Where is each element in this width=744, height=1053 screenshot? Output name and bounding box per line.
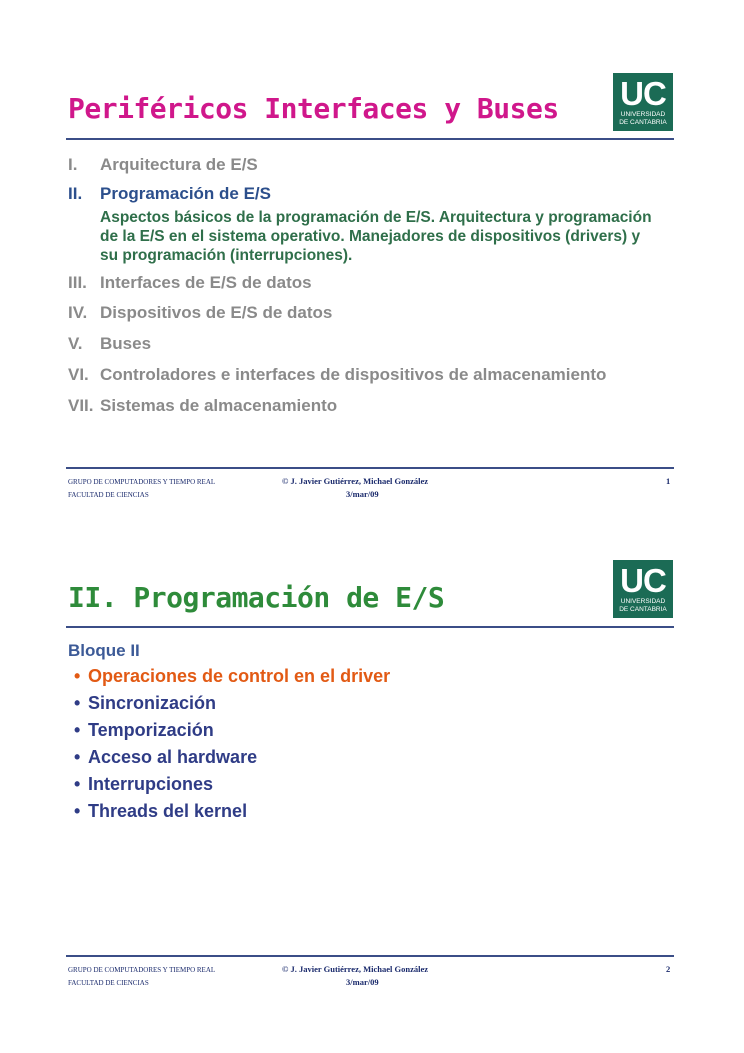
index-label: Programación de E/S bbox=[100, 184, 271, 203]
title-rule bbox=[66, 626, 674, 628]
list-item-label: Threads del kernel bbox=[88, 801, 248, 821]
footer-group: GRUPO DE COMPUTADORES Y TIEMPO REAL bbox=[68, 478, 216, 486]
footer-date: 3/mar/09 bbox=[346, 977, 379, 987]
bullet-icon: • bbox=[74, 693, 81, 713]
index-label: Interfaces de E/S de datos bbox=[100, 273, 312, 292]
footer-author: © J. Javier Gutiérrez, Michael González bbox=[282, 964, 429, 974]
index-number: VII. bbox=[68, 396, 94, 415]
topic-list bbox=[74, 666, 390, 828]
index-number: V. bbox=[68, 334, 83, 353]
list-item-label: Sincronización bbox=[88, 693, 217, 713]
footer-date: 3/mar/09 bbox=[346, 489, 379, 499]
index-number: II. bbox=[68, 184, 83, 203]
footer-page-number: 1 bbox=[666, 476, 671, 486]
index-number: I. bbox=[68, 155, 78, 174]
bullet-icon: • bbox=[74, 666, 81, 686]
list-item-label: Operaciones de control en el driver bbox=[88, 666, 391, 686]
list-item bbox=[74, 774, 390, 801]
logo-line-1: UNIVERSIDAD bbox=[620, 111, 666, 118]
footer-group: GRUPO DE COMPUTADORES Y TIEMPO REAL bbox=[68, 966, 216, 974]
bullet-icon: • bbox=[74, 774, 81, 794]
index-label: Buses bbox=[100, 334, 152, 353]
list-item bbox=[74, 747, 390, 774]
footer-page-number: 2 bbox=[666, 964, 671, 974]
list-item bbox=[74, 666, 390, 693]
bullet-icon: • bbox=[74, 720, 81, 740]
footer-rule bbox=[66, 955, 674, 957]
index-number: III. bbox=[68, 273, 87, 292]
index-label: Dispositivos de E/S de datos bbox=[100, 303, 333, 322]
slide-2 bbox=[0, 548, 744, 1048]
index-number: VI. bbox=[68, 365, 89, 384]
index-label: Controladores e interfaces de dispositivos de almacenamiento bbox=[100, 365, 607, 384]
list-item-label: Interrupciones bbox=[88, 774, 214, 794]
bullet-icon: • bbox=[74, 801, 81, 821]
slide-1 bbox=[0, 60, 744, 560]
footer-faculty: FACULTAD DE CIENCIAS bbox=[68, 491, 149, 499]
list-item bbox=[74, 693, 390, 720]
slide-title: Periféricos Interfaces y Buses bbox=[68, 92, 559, 125]
list-item-label: Acceso al hardware bbox=[88, 747, 258, 767]
title-rule bbox=[66, 138, 674, 140]
slide-title: II. Programación de E/S bbox=[68, 581, 445, 614]
logo-mark: UC bbox=[620, 75, 666, 112]
index-number: IV. bbox=[68, 303, 88, 322]
logo-line-2: DE CANTABRIA bbox=[619, 119, 667, 126]
list-item-label: Temporización bbox=[88, 720, 214, 740]
logo-line-2: DE CANTABRIA bbox=[619, 606, 667, 613]
block-title: Bloque II bbox=[68, 641, 140, 660]
logo-line-1: UNIVERSIDAD bbox=[620, 598, 666, 605]
list-item bbox=[74, 801, 390, 828]
index-label: Sistemas de almacenamiento bbox=[100, 396, 338, 415]
footer-faculty: FACULTAD DE CIENCIAS bbox=[68, 979, 149, 987]
logo-mark: UC bbox=[620, 562, 666, 599]
university-logo bbox=[613, 73, 673, 131]
footer-rule bbox=[66, 467, 674, 469]
active-item-description: Aspectos básicos de la programación de E/S. Arquitectura y programación de la E/S en el sistema operativo. Manejadores de dispositivos (drivers) y su programación (interrupciones). bbox=[100, 209, 652, 264]
index-label: Arquitectura de E/S bbox=[100, 155, 258, 174]
university-logo bbox=[613, 560, 673, 618]
footer-author: © J. Javier Gutiérrez, Michael González bbox=[282, 476, 429, 486]
list-item bbox=[74, 720, 390, 747]
bullet-icon: • bbox=[74, 747, 81, 767]
